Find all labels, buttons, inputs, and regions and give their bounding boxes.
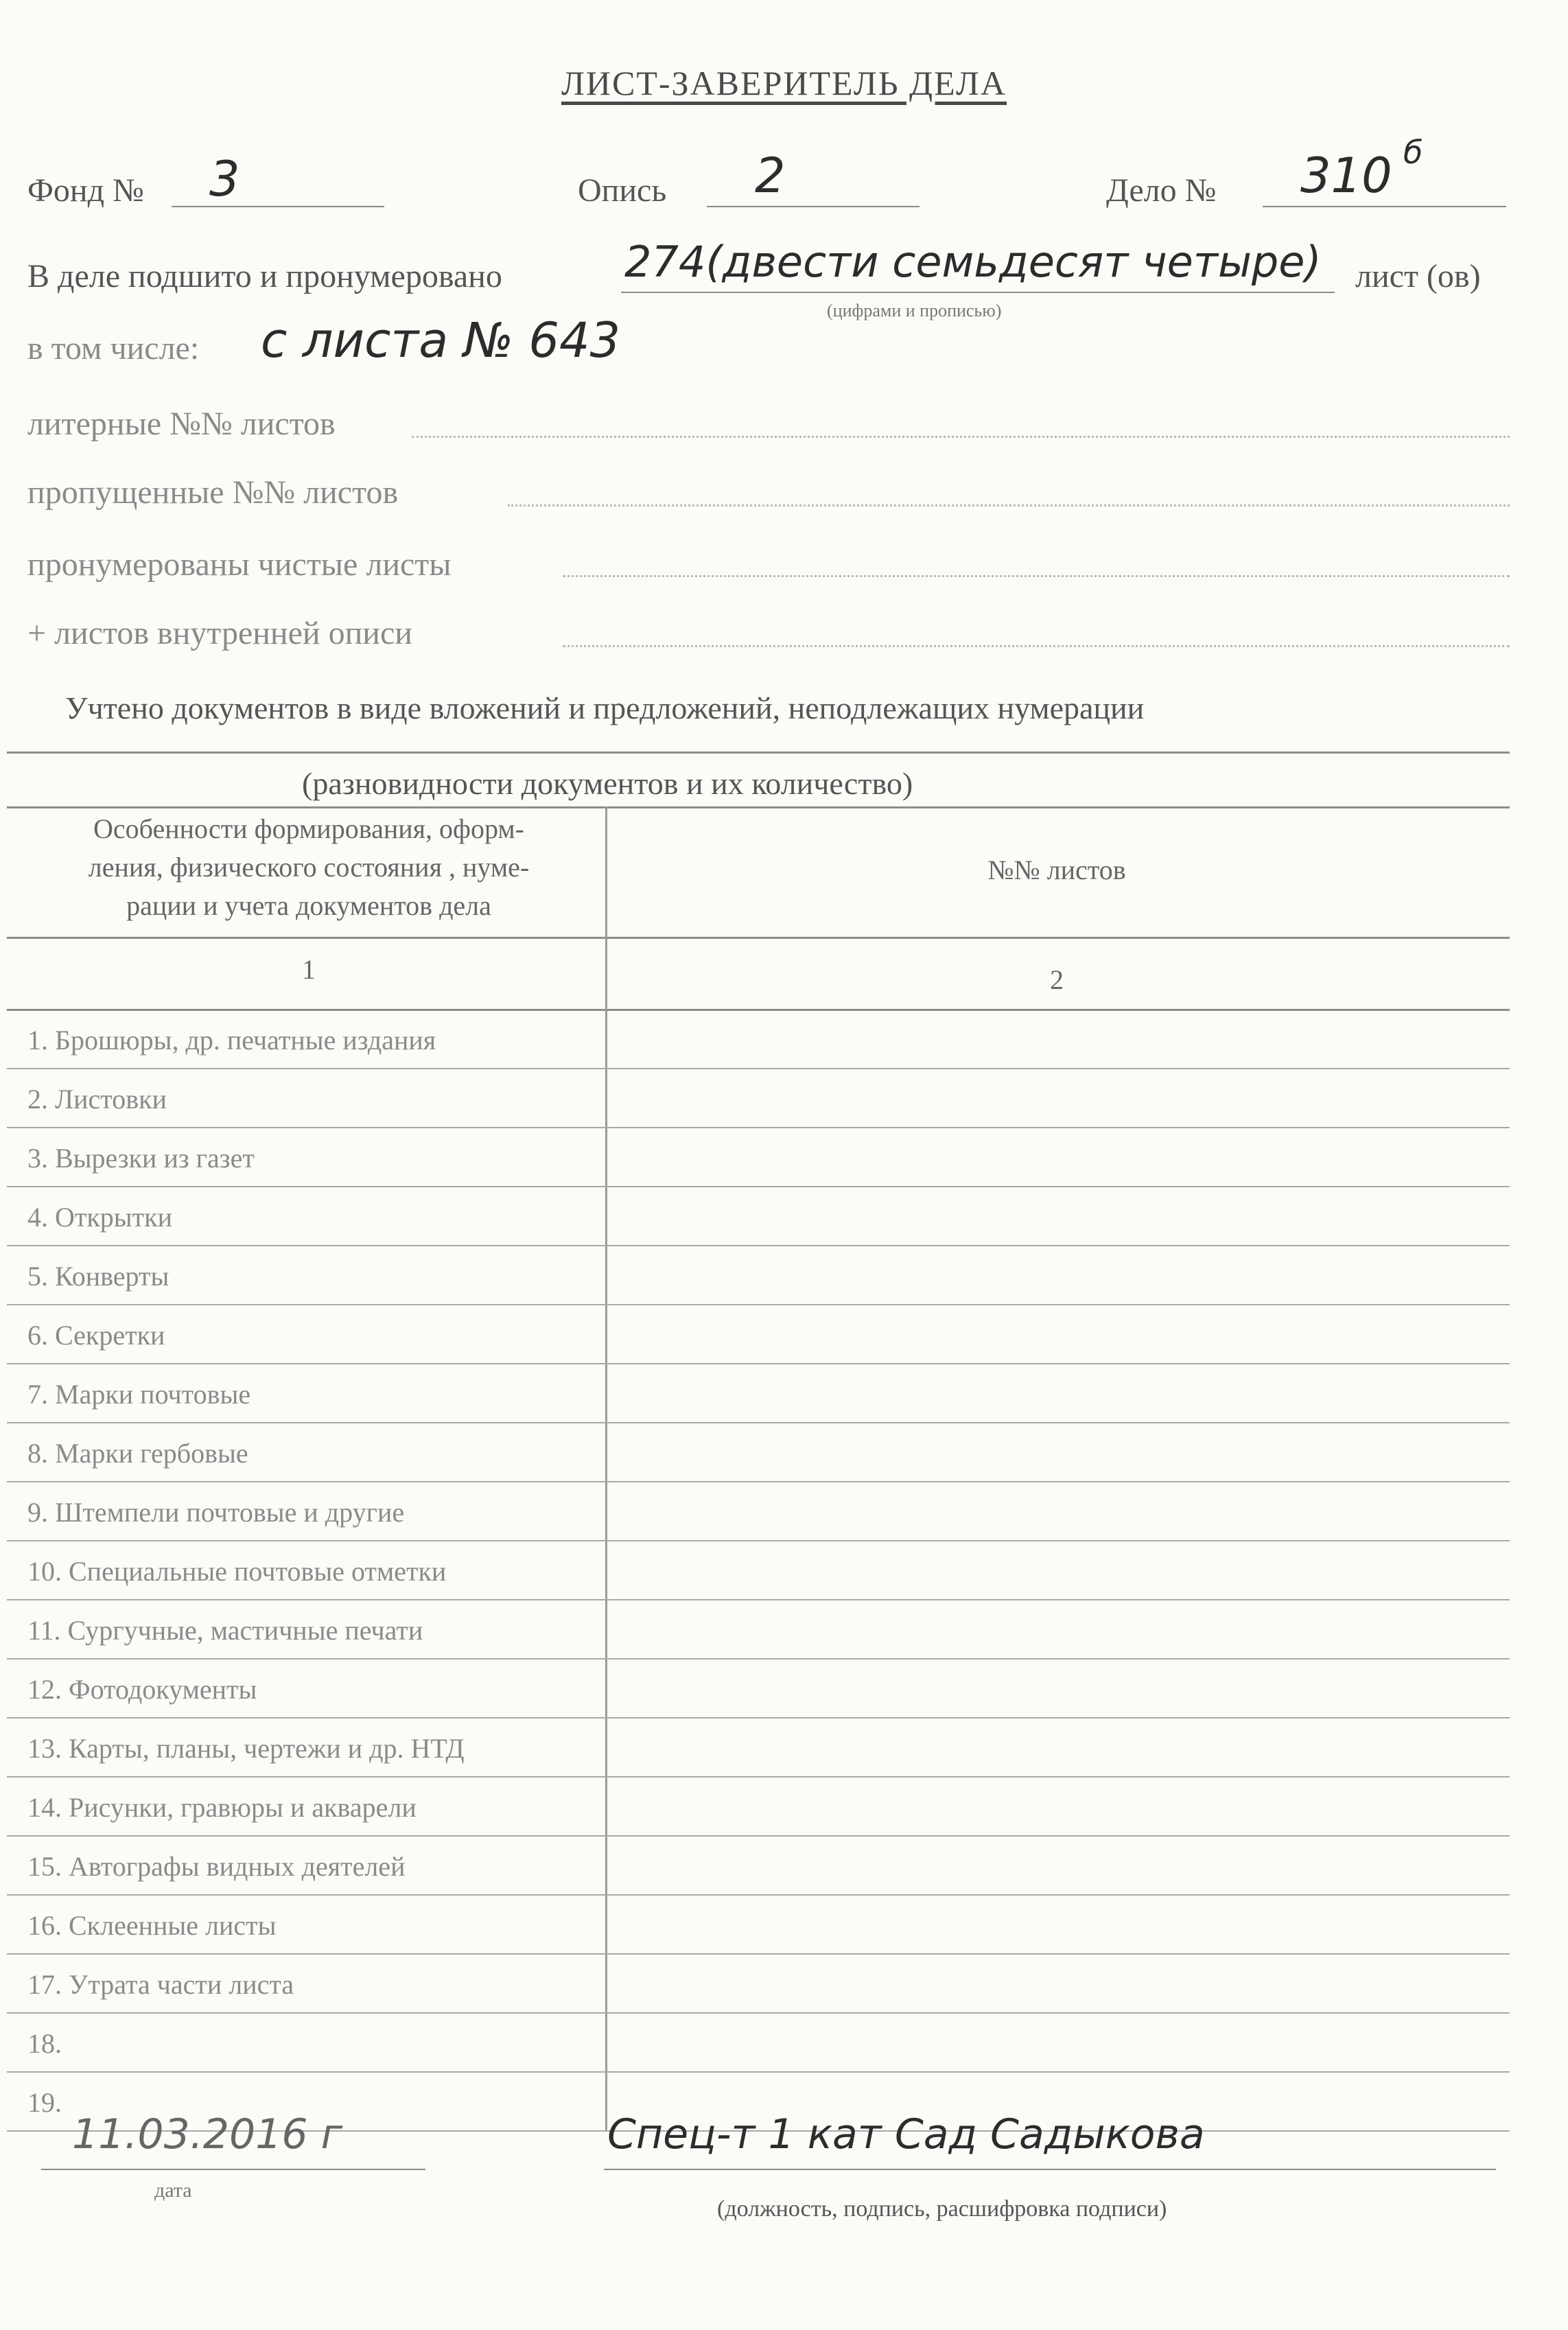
opis-label: Опись: [578, 172, 667, 209]
opis-underline: [707, 206, 920, 207]
table-row-border: [7, 1894, 1510, 1896]
inner-inventory-label: + листов внутренней описи: [27, 615, 412, 651]
table-row-border: [7, 1953, 1510, 1955]
count-unit: лист (ов): [1355, 258, 1481, 294]
inner-inventory-line: [563, 645, 1510, 647]
table-row-border: [7, 1304, 1510, 1305]
table-row-label: 12. Фотодокументы: [27, 1674, 257, 1705]
table-row-border: [7, 1658, 1510, 1659]
including-label: в том числе:: [27, 330, 200, 366]
literal-sheets-label: литерные №№ листов: [27, 406, 336, 442]
accounted-underline: [7, 752, 1510, 754]
table-row-label: 15. Автографы видных деятелей: [27, 1851, 406, 1882]
literal-sheets-line: [412, 436, 1510, 438]
table-row-label: 14. Рисунки, гравюры и акварели: [27, 1792, 417, 1823]
fond-underline: [172, 206, 384, 207]
numbers-bottom-border: [7, 1009, 1510, 1011]
table-row-border: [7, 1186, 1510, 1187]
count-value: 274(двести семьдесят четыре): [624, 237, 1322, 287]
table-row-label: 5. Конверты: [27, 1261, 169, 1292]
table-row-border: [7, 1717, 1510, 1719]
delo-underline: [1263, 206, 1506, 207]
table-row-border: [7, 1599, 1510, 1600]
table-row-label: 13. Карты, планы, чертежи и др. НТД: [27, 1733, 465, 1764]
table-row-label: 11. Сургучные, мастичные печати: [27, 1615, 423, 1646]
table-row-border: [7, 1835, 1510, 1837]
table-row-label: 2. Листовки: [27, 1084, 167, 1115]
table-row-border: [7, 1127, 1510, 1128]
table-row-label: 16. Склеенные листы: [27, 1910, 277, 1941]
missing-sheets-label: пропущенные №№ листов: [27, 474, 399, 511]
table-row-border: [7, 1540, 1510, 1541]
col1-header: Особенности формирования, оформ- ления, физического состояния , нуме- рации и учета документов дела: [88, 813, 530, 921]
count-label: В деле подшито и пронумеровано: [27, 258, 502, 294]
signature-label: (должность, подпись, расшифровка подписи): [717, 2196, 1167, 2222]
fond-label: Фонд №: [27, 172, 144, 209]
subheading: (разновидности документов и их количество): [302, 766, 913, 801]
table-row-label: 18.: [27, 2028, 62, 2059]
table-row-border: [7, 1481, 1510, 1482]
signature-value: Спец-т 1 кат Сад Садыкова: [607, 2110, 1205, 2158]
table-row-label: 17. Утрата части листа: [27, 1969, 294, 2000]
table-row-label: 10. Специальные почтовые отметки: [27, 1556, 447, 1587]
opis-value: 2: [755, 148, 786, 204]
table-row-border: [7, 1363, 1510, 1364]
document-title: ЛИСТ-ЗАВЕРИТЕЛЬ ДЕЛА: [561, 64, 1007, 102]
signature-underline: [604, 2169, 1496, 2170]
missing-sheets-line: [508, 504, 1510, 506]
delo-label: Дело №: [1106, 172, 1217, 209]
delo-suffix: б: [1403, 134, 1423, 171]
table-row-label: 6. Секретки: [27, 1320, 165, 1351]
col1-number: 1: [302, 954, 316, 985]
table-row-border: [7, 1068, 1510, 1069]
fond-value: 3: [209, 151, 240, 207]
table-row-label: 1. Брошюры, др. печатные издания: [27, 1025, 436, 1056]
blank-sheets-line: [563, 575, 1510, 577]
table-row-label: 9. Штемпели почтовые и другие: [27, 1497, 405, 1528]
including-value: с листа № 643: [261, 312, 621, 369]
table-row-label: 3. Вырезки из газет: [27, 1143, 255, 1174]
column-divider: [605, 806, 607, 2131]
col2-number: 2: [1050, 964, 1064, 995]
blank-sheets-label: пронумерованы чистые листы: [27, 546, 452, 583]
table-row-border: [7, 2071, 1510, 2073]
header-bottom-border: [7, 937, 1510, 939]
table-row-border: [7, 1422, 1510, 1423]
date-underline: [41, 2169, 425, 2170]
delo-value: 310: [1300, 148, 1392, 204]
accounted-text: Учтено документов в виде вложений и предложений, неподлежащих нумерации: [65, 690, 1145, 725]
table-row-border: [7, 2012, 1510, 2014]
date-value: 11.03.2016 г: [72, 2110, 343, 2158]
table-top-border: [7, 806, 1510, 808]
count-underline: [621, 292, 1335, 293]
col2-header: №№ листов: [987, 854, 1126, 885]
table-row-label: 7. Марки почтовые: [27, 1379, 251, 1410]
date-label: дата: [154, 2179, 192, 2202]
table-row-border: [7, 1245, 1510, 1246]
count-hint: (цифрами и прописью): [827, 301, 1002, 321]
table-row-border: [7, 1776, 1510, 1778]
table-row-label: 4. Открытки: [27, 1202, 172, 1233]
table-row-label: 19.: [27, 2087, 62, 2118]
table-row-label: 8. Марки гербовые: [27, 1438, 248, 1469]
